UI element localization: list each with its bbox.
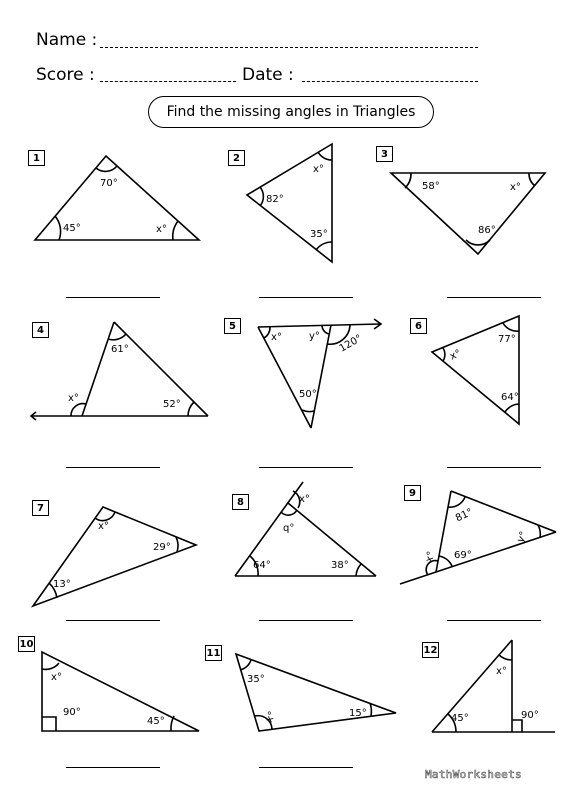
label-11-right: 15° [349, 708, 367, 719]
problem-number-7: 7 [32, 500, 49, 516]
angle-arc-4a [108, 334, 126, 340]
label-9-inner: 69° [454, 550, 472, 561]
label-9-top: 81° [453, 506, 475, 525]
label-8-left: 64° [253, 560, 271, 571]
label-7-right: 29° [153, 542, 171, 553]
angle-arc-10a [42, 663, 59, 669]
problem-number-8: 8 [232, 494, 249, 510]
date-label: Date : [242, 65, 294, 85]
problem-number-12: 12 [422, 642, 439, 658]
label-5-ext: 120° [337, 332, 365, 355]
label-5-bottom: 50° [299, 389, 317, 400]
line-9-left [436, 491, 451, 572]
worksheet-title-text: Find the missing angles in Triangles [166, 104, 416, 120]
label-4-right: 52° [163, 399, 181, 410]
line-4-side [82, 322, 114, 416]
name-label: Name : [36, 30, 98, 50]
label-3-right: x° [510, 182, 521, 193]
right-angle-12 [512, 720, 522, 732]
label-12-top: x° [496, 666, 507, 677]
line-5-top [258, 324, 380, 327]
problem-number-4: 4 [32, 322, 49, 338]
label-9-x: x° [423, 550, 438, 564]
angle-arc-7b [176, 537, 178, 552]
angle-arc-2c [316, 242, 332, 250]
label-4-top: 61° [111, 344, 129, 355]
label-11-top: 35° [247, 674, 265, 685]
angle-arc-6b [443, 348, 445, 361]
angle-arc-8a [281, 510, 297, 515]
label-4-left: x° [68, 393, 79, 404]
triangle-11 [236, 654, 396, 731]
angle-arc-5d [302, 410, 314, 412]
angle-arc-1b [55, 216, 61, 240]
label-6-top: 77° [498, 334, 516, 345]
label-3-left: 58° [422, 181, 440, 192]
label-12-right-angle: 90° [521, 710, 539, 721]
angle-arc-5a [264, 327, 270, 338]
angle-arc-5b [322, 325, 329, 334]
angle-arc-3b [529, 173, 535, 186]
angle-arc-3a [405, 173, 411, 188]
angle-arc-2b [260, 187, 263, 206]
angle-arc-8d [356, 564, 361, 576]
label-1-left: 45° [63, 223, 81, 234]
label-8-q: q° [283, 523, 295, 534]
problem-number-2: 2 [228, 150, 245, 166]
label-3-bottom: 86° [478, 225, 496, 236]
angle-arc-12a [499, 655, 512, 660]
label-10-top: x° [51, 672, 62, 683]
score-label: Score : [36, 65, 95, 85]
label-11-bottom: x° [263, 709, 279, 725]
label-1-right: x° [156, 224, 167, 235]
triangle-6 [432, 316, 519, 424]
angle-arc-1a [96, 166, 117, 171]
triangle-10 [42, 652, 199, 731]
label-9-y: y° [515, 529, 530, 545]
angle-arc-11a [240, 660, 251, 670]
problem-number-1: 1 [28, 150, 45, 166]
right-angle-10 [42, 717, 56, 731]
angle-arc-9a [448, 497, 465, 507]
label-5-x: x° [271, 332, 282, 343]
line-12-hyp [432, 640, 512, 732]
triangle-2 [247, 144, 332, 262]
label-10-right-angle: 90° [63, 707, 81, 718]
label-2-bottom: 35° [310, 229, 328, 240]
footer-watermark: MathWorksheets [425, 768, 522, 781]
triangle-7 [33, 507, 196, 606]
label-6-bottom: 64° [501, 392, 519, 403]
label-6-left: x° [448, 347, 463, 363]
problem-number-11: 11 [205, 645, 222, 661]
problem-number-3: 3 [376, 146, 393, 162]
angle-arc-1c [173, 221, 178, 240]
label-7-top: x° [98, 521, 109, 532]
label-2-left: 82° [266, 194, 284, 205]
angle-arc-4c [188, 402, 194, 416]
angle-arc-6c [505, 404, 519, 412]
angle-arc-11c [370, 703, 371, 716]
problem-number-5: 5 [224, 318, 241, 334]
problem-number-9: 9 [404, 485, 421, 501]
label-8-x: x° [299, 494, 310, 505]
label-5-y: y° [309, 331, 320, 342]
angle-arc-9d [439, 556, 452, 566]
problem-number-6: 6 [410, 318, 427, 334]
label-2-top: x° [313, 164, 324, 175]
line-5-left [258, 327, 311, 428]
angle-arc-2a [318, 152, 332, 160]
label-7-left: 13° [53, 579, 71, 590]
angle-arc-9b [538, 525, 540, 538]
line-9-base [400, 529, 556, 584]
label-1-top: 70° [100, 178, 118, 189]
label-12-left: 45° [451, 713, 469, 724]
angle-arc-10b [171, 716, 174, 731]
problem-number-10: 10 [18, 636, 35, 652]
angle-arc-6a [503, 323, 519, 331]
label-10-right: 45° [147, 716, 165, 727]
label-8-right: 38° [331, 560, 349, 571]
